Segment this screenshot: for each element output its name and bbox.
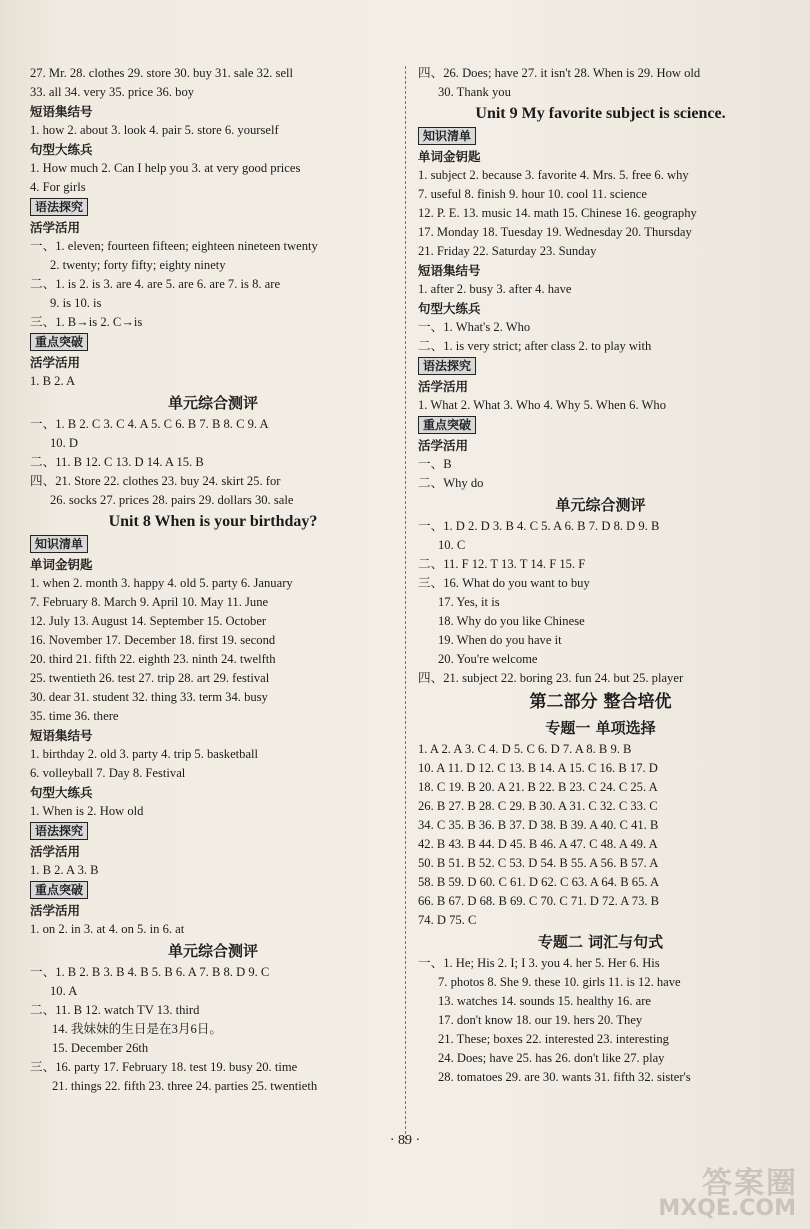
answer-line: 30. Thank you [438, 85, 511, 99]
answer-line: 二、1. is 2. is 3. are 4. are 5. are 6. are 7. is 8. are [30, 277, 281, 291]
answer-line: 74. D 75. C [418, 913, 477, 927]
answer-line: 17. don't know 18. our 19. hers 20. They [438, 1013, 643, 1027]
answer-line: 1. how 2. about 3. look 4. pair 5. store 6. yourself [30, 123, 279, 137]
answer-line: 1. When is 2. How old [30, 804, 144, 818]
answer-line: 9. is 10. is [50, 296, 102, 310]
answer-line: 1. How much 2. Can I help you 3. at very good prices [30, 161, 301, 175]
answer-line: 7. February 8. March 9. April 10. May 11. June [30, 595, 269, 609]
answer-line: 12. P. E. 13. music 14. math 15. Chinese 16. geography [418, 206, 697, 220]
subsection-label: 短语集结号 [30, 104, 93, 119]
answer-line: 1. B 2. A 3. B [30, 863, 99, 877]
section-tag-row [418, 126, 783, 147]
answer-line: 四、26. Does; have 27. it isn't 28. When is 29. How old [418, 66, 701, 80]
answer-line: 12. July 13. August 14. September 15. October [30, 614, 267, 628]
section-tag-row [418, 356, 783, 377]
subsection-label: 活学活用 [30, 903, 81, 918]
answer-line: 26. socks 27. prices 28. pairs 29. dollars 30. sale [50, 493, 294, 507]
section-tag: 重点突破 [30, 881, 88, 899]
section-tag: 知识清单 [30, 535, 88, 553]
column-divider [405, 66, 406, 1144]
answer-line: 14. 我妹妹的生日是在3月6日。 [52, 1022, 223, 1036]
subsection-label: 活学活用 [418, 379, 469, 394]
answer-line: 58. B 59. D 60. C 61. D 62. C 63. A 64. B 65. A [418, 875, 660, 889]
answer-line: 一、1. D 2. D 3. B 4. C 5. A 6. B 7. D 8. D 9. B [418, 519, 660, 533]
answer-line: 一、1. What's 2. Who [418, 320, 531, 334]
answer-line: 二、1. is very strict; after class 2. to play with [418, 339, 652, 353]
answer-line: 18. C 19. B 20. A 21. B 22. B 23. C 24. C 25. A [418, 780, 658, 794]
answer-line: 三、16. party 17. February 18. test 19. busy 20. time [30, 1060, 298, 1074]
answer-line: 二、Why do [418, 476, 484, 490]
answer-line: 一、1. eleven; fourteen fifteen; eighteen nineteen twenty [30, 239, 318, 253]
subsection-label: 活学活用 [418, 438, 469, 453]
page-number: · 89 · [389, 1133, 421, 1148]
section-title: Unit 9 My favorite subject is science. [475, 105, 726, 122]
section-tag-row [418, 415, 783, 436]
answer-line: 一、B [418, 457, 452, 471]
answer-line: 四、21. subject 22. boring 23. fun 24. but 25. player [418, 671, 684, 685]
section-tag: 语法探究 [418, 357, 476, 375]
answer-line: 7. useful 8. finish 9. hour 10. cool 11. science [418, 187, 647, 201]
answer-line: 三、16. What do you want to buy [418, 576, 590, 590]
watermark-logo: 答案圈 [702, 1166, 798, 1201]
answer-line: 一、1. He; His 2. I; I 3. you 4. her 5. Her 6. His [418, 956, 660, 970]
answer-line: 6. volleyball 7. Day 8. Festival [30, 766, 186, 780]
subsection-label: 单词金钥匙 [30, 557, 93, 572]
answer-line: 1. B 2. A [30, 374, 76, 388]
answer-line: 18. Why do you like Chinese [438, 614, 585, 628]
section-title: 单元综合测评 [167, 394, 258, 412]
answer-line: 2. twenty; forty fifty; eighty ninety [50, 258, 226, 272]
answer-line: 20. third 21. fifth 22. eighth 23. ninth 24. twelfth [30, 652, 276, 666]
subsection-label: 句型大练兵 [30, 785, 93, 800]
answer-line: 33. all 34. very 35. price 36. boy [30, 85, 195, 99]
answer-line: 21. things 22. fifth 23. three 24. parties 25. twentieth [52, 1079, 318, 1093]
section-tag: 语法探究 [30, 822, 88, 840]
section-tag: 知识清单 [418, 127, 476, 145]
section-tag-row [30, 880, 396, 901]
answer-line: 20. You're welcome [438, 652, 538, 666]
subsection-label: 短语集结号 [30, 728, 93, 743]
right-column [418, 64, 783, 1087]
subsection-label: 活学活用 [30, 844, 81, 859]
left-column [30, 64, 396, 1096]
subsection-label: 活学活用 [30, 355, 81, 370]
answer-line: 1. What 2. What 3. Who 4. Why 5. When 6. Who [418, 398, 666, 412]
answer-line: 35. time 36. there [30, 709, 119, 723]
answer-line: 10. A [50, 984, 78, 998]
answer-line: 17. Yes, it is [438, 595, 500, 609]
subsection-label: 活学活用 [30, 220, 81, 235]
answer-line: 50. B 51. B 52. C 53. D 54. B 55. A 56. B 57. A [418, 856, 659, 870]
answer-line: 10. A 11. D 12. C 13. B 14. A 15. C 16. B 17. D [418, 761, 658, 775]
answer-line: 4. For girls [30, 180, 86, 194]
subsection-label: 句型大练兵 [30, 142, 93, 157]
answer-line: 1. on 2. in 3. at 4. on 5. in 6. at [30, 922, 185, 936]
answer-line: 28. tomatoes 29. are 30. wants 31. fifth 32. sister's [438, 1070, 691, 1084]
section-title: 单元综合测评 [167, 942, 258, 960]
section-tag-row [30, 332, 396, 353]
answer-line: 21. Friday 22. Saturday 23. Sunday [418, 244, 597, 258]
answer-line: 四、21. Store 22. clothes 23. buy 24. skirt 25. for [30, 474, 281, 488]
section-tag: 语法探究 [30, 198, 88, 216]
section-tag: 重点突破 [418, 416, 476, 434]
answer-line: 三、1. B→is 2. C→is [30, 315, 143, 329]
answer-line: 二、11. B 12. C 13. D 14. A 15. B [30, 455, 204, 469]
answer-line: 16. November 17. December 18. first 19. second [30, 633, 276, 647]
answer-line: 15. December 26th [52, 1041, 149, 1055]
answer-line: 一、1. B 2. B 3. B 4. B 5. B 6. A 7. B 8. D 9. C [30, 965, 270, 979]
answer-line: 26. B 27. B 28. C 29. B 30. A 31. C 32. C 33. C [418, 799, 658, 813]
answer-line: 21. These; boxes 22. interested 23. interesting [438, 1032, 669, 1046]
subsection-label: 句型大练兵 [418, 301, 481, 316]
answer-line: 30. dear 31. student 32. thing 33. term 34. busy [30, 690, 268, 704]
answer-line: 42. B 43. B 44. D 45. B 46. A 47. C 48. A 49. A [418, 837, 658, 851]
answer-line: 24. Does; have 25. has 26. don't like 27. play [438, 1051, 665, 1065]
answer-line: 1. subject 2. because 3. favorite 4. Mrs. 5. free 6. why [418, 168, 689, 182]
subsection-label: 短语集结号 [418, 263, 481, 278]
section-tag-row [30, 821, 396, 842]
answer-line: 10. D [50, 436, 78, 450]
answer-line: 1. when 2. month 3. happy 4. old 5. party 6. January [30, 576, 293, 590]
subsection-label: 单词金钥匙 [418, 149, 481, 164]
answer-line: 27. Mr. 28. clothes 29. store 30. buy 31. sale 32. sell [30, 66, 294, 80]
part-heading: 第二部分 整合培优 [529, 692, 672, 712]
answer-line: 19. When do you have it [438, 633, 562, 647]
answer-line: 13. watches 14. sounds 15. healthy 16. are [438, 994, 651, 1008]
answer-line: 25. twentieth 26. test 27. trip 28. art 29. festival [30, 671, 270, 685]
watermark-url: MXQE.COM [658, 1196, 796, 1221]
answer-line: 1. after 2. busy 3. after 4. have [418, 282, 572, 296]
answer-line: 1. A 2. A 3. C 4. D 5. C 6. D 7. A 8. B 9. B [418, 742, 632, 756]
answer-line: 17. Monday 18. Tuesday 19. Wednesday 20. Thursday [418, 225, 692, 239]
section-title: 专题一 单项选择 [545, 719, 656, 737]
answer-line: 1. birthday 2. old 3. party 4. trip 5. basketball [30, 747, 259, 761]
section-tag-row [30, 197, 396, 218]
section-tag: 重点突破 [30, 333, 88, 351]
answer-line: 10. C [438, 538, 466, 552]
answer-line: 66. B 67. D 68. B 69. C 70. C 71. D 72. A 73. B [418, 894, 660, 908]
section-title: 单元综合测评 [555, 496, 646, 514]
section-title: 专题二 词汇与句式 [537, 933, 664, 951]
answer-line: 二、11. F 12. T 13. T 14. F 15. F [418, 557, 586, 571]
section-title: Unit 8 When is your birthday? [108, 513, 318, 530]
answer-line: 34. C 35. B 36. B 37. D 38. B 39. A 40. C 41. B [418, 818, 659, 832]
answer-line: 二、11. B 12. watch TV 13. third [30, 1003, 200, 1017]
section-tag-row [30, 534, 396, 555]
answer-line: 7. photos 8. She 9. these 10. girls 11. is 12. have [438, 975, 681, 989]
answer-line: 一、1. B 2. C 3. C 4. A 5. C 6. B 7. B 8. C 9. A [30, 417, 269, 431]
